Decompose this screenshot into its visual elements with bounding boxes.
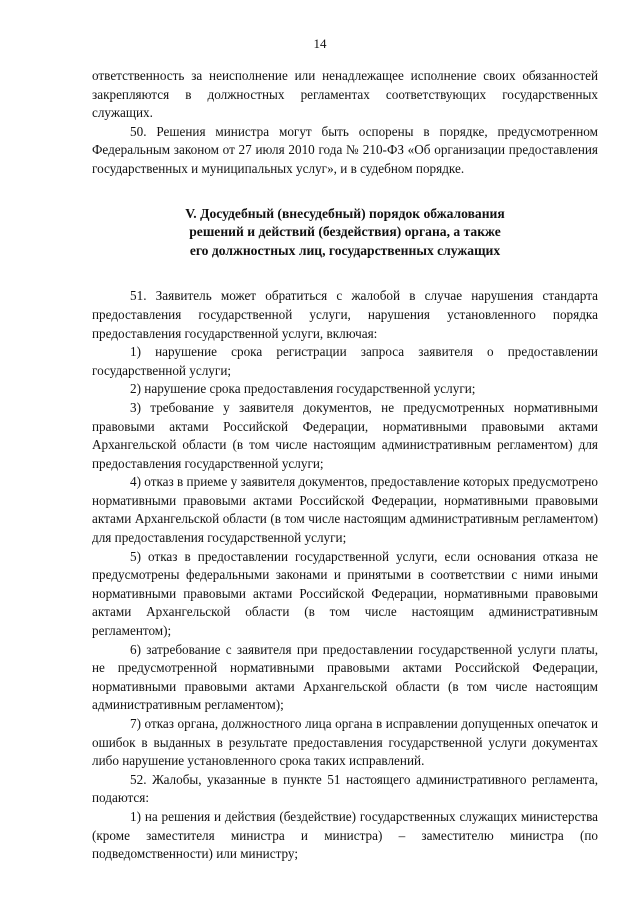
list-item-51-3: 3) требование у заявителя документов, не предусмотренных нормативными правовыми актами Российской Федерации, нормативными правовыми актами Архангельской области (в том числе настоящим административным регламентом) для предоставления государственной услуги; [92,399,598,471]
paragraph-continuation: ответственность за неисполнение или ненадлежащее исполнение своих обязанностей закрепляются в должностных регламентах соответствующих государственных служащих. [92,68,598,121]
paragraph-52: 52. Жалобы, указанные в пункте 51 настоящего административного регламента, подаются: [92,771,598,806]
list-item-51-4: 4) отказ в приеме у заявителя документов, предоставление которых предусмотрено нормативными правовыми актами Российской Федерации, нормативными правовыми актами Архангельской области (в том числе настоящим административным регламентом) для предоставления государственной услуги; [92,474,598,546]
document-body [92,67,598,864]
list-item-51-7: 7) отказ органа, должностного лица органа в исправлении допущенных опечаток и ошибок в выданных в результате предоставления государственной услуги документах либо нарушение установленного срока таких исправлений. [92,716,598,769]
paragraph-51: 51. Заявитель может обратиться с жалобой в случае нарушения стандарта предоставления государственной услуги, нарушения установленного порядка предоставления государственной услуги, включая: [92,288,598,341]
list-item-51-6: 6) затребование с заявителя при предоставлении государственной услуги платы, не предусмотренной нормативными правовыми актами Российской Федерации, нормативными правовыми актами Архангельской области (в том числе настоящим административным регламентом); [92,641,598,713]
list-item-51-1: 1) нарушение срока регистрации запроса заявителя о предоставлении государственной услуги; [92,344,598,378]
list-item-51-5: 5) отказ в предоставлении государственной услуги, если основания отказа не предусмотрены федеральными законами и принятыми в соответствии с ними иными нормативными правовыми актами Российской Федерации, нормативными правовыми актами Архангельской области (в том числе настоящим административным регламентом); [92,548,598,639]
paragraph-50: 50. Решения министра могут быть оспорены в порядке, предусмотренном Федеральным законом от 27 июля 2010 года № 210-ФЗ «Об организации предоставления государственных и муниципальных услуг», и в судебном порядке. [92,123,598,176]
section-heading-line-2: решений и действий (бездействия) органа, а также [189,224,501,240]
list-item-52-1: 1) на решения и действия (бездействие) государственных служащих министерства (кроме заместителя министра и министра) – заместителю министра (по подведомственности) или министру; [92,808,598,862]
section-heading [92,205,598,261]
section-heading-line-3: его должностных лиц, государственных служащих [189,242,501,258]
section-heading-line-1: V. Досудебный (внесудебный) порядок обжалования [185,205,505,221]
page-number: 14 [313,36,327,51]
list-item-51-2: 2) нарушение срока предоставления государственной услуги; [130,381,476,397]
